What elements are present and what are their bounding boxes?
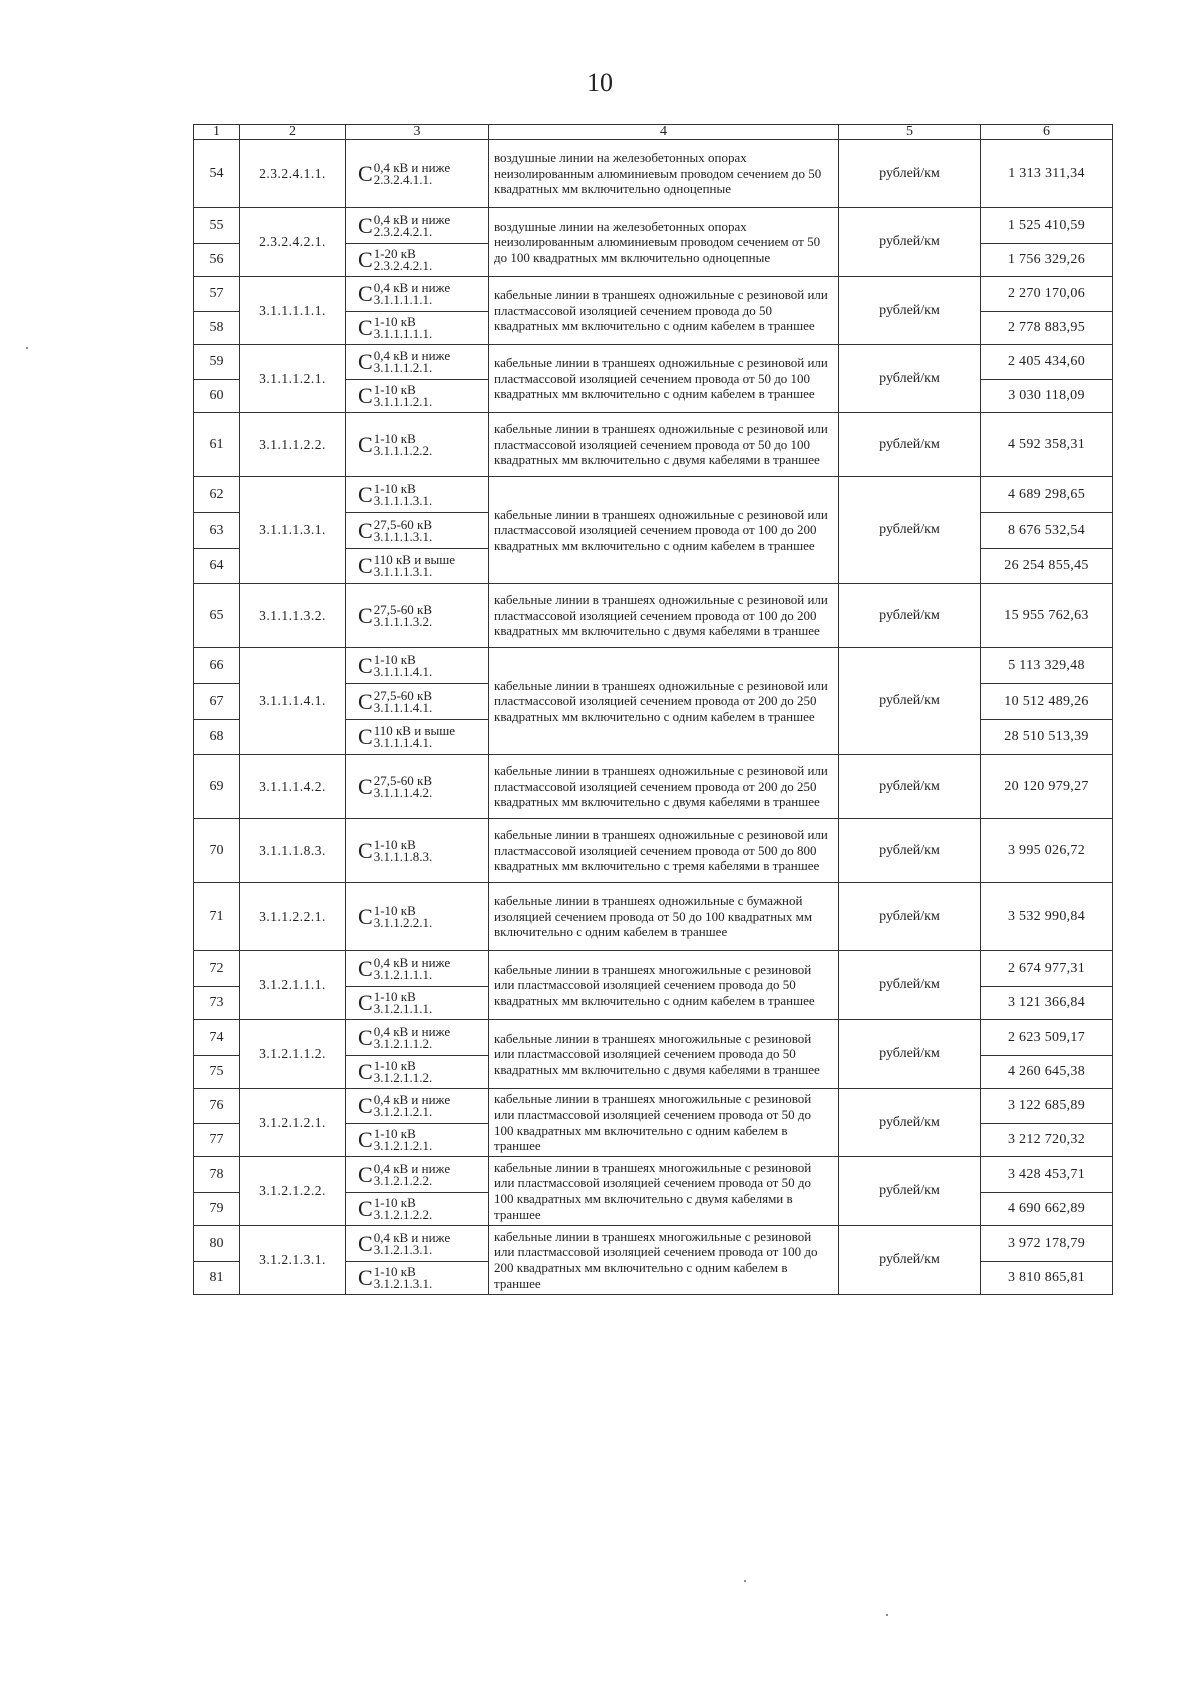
line-description: кабельные линии в траншеях одножильные с резиновой или пластмассовой изоляцией сечением провода от 200 до 250 квадратных мм включительно с двумя кабелями в траншее: [489, 755, 839, 819]
row-number: 60: [194, 380, 240, 413]
row-number: 79: [194, 1193, 240, 1226]
item-code: 3.1.2.1.3.1.: [240, 1226, 346, 1295]
rate-designation: [346, 819, 489, 883]
row-number: 61: [194, 413, 240, 477]
rate-symbol: [358, 1266, 432, 1290]
row-number: 56: [194, 244, 240, 277]
scan-speck: [744, 1580, 746, 1582]
row-number: 81: [194, 1262, 240, 1295]
table-row: [194, 413, 1113, 477]
rate-letter: C: [358, 212, 373, 238]
rate-index: 3.1.1.1.3.1.: [373, 492, 433, 508]
page-number: 10: [587, 68, 613, 97]
rate-index: 3.1.1.1.4.1.: [373, 735, 433, 750]
line-description: кабельные линии в траншеях одножильные с резиновой или пластмассовой изоляцией сечением провода от 50 до 100 квадратных мм включительно с одним кабелем в траншее: [489, 345, 839, 413]
table-row: [194, 208, 1113, 244]
voltage-class: 110 кВ и выше: [373, 552, 456, 567]
item-code: 3.1.1.1.4.2.: [240, 755, 346, 819]
item-code: 3.1.2.1.2.2.: [240, 1157, 346, 1226]
rate-index: 3.1.1.1.4.1.: [373, 699, 433, 715]
row-number: 78: [194, 1157, 240, 1193]
line-description: воздушные линии на железобетонных опорах неизолированным алюминиевым проводом сечением до 50 квадратных мм включительно одноцепные: [489, 140, 839, 208]
table-row: [194, 477, 1113, 513]
rate-letter: C: [358, 837, 373, 863]
rate-index: 3.1.2.1.2.1.: [373, 1138, 433, 1153]
rate-letter: C: [358, 955, 373, 981]
rate-symbol: [358, 687, 433, 715]
voltage-class: 0,4 кВ и ниже: [373, 1092, 451, 1107]
rate-value: 2 270 170,06: [981, 277, 1113, 312]
rate-symbol: [358, 1229, 451, 1257]
rate-value: 3 995 026,72: [981, 819, 1113, 883]
rate-value: 3 428 453,71: [981, 1157, 1113, 1193]
rate-letter: C: [358, 1196, 373, 1221]
voltage-class: 27,5-60 кВ: [373, 516, 433, 532]
rate-letter: C: [358, 431, 373, 457]
rate-symbol: [358, 991, 432, 1015]
rate-letter: C: [358, 1161, 373, 1187]
column-header: 2: [240, 125, 346, 140]
unit: рублей/км: [839, 277, 981, 345]
column-header: 1: [194, 125, 240, 140]
rate-letter: C: [358, 1059, 373, 1084]
unit: рублей/км: [839, 345, 981, 413]
rate-designation: [346, 140, 489, 208]
voltage-class: 1-10 кВ: [373, 430, 416, 446]
voltage-class: 0,4 кВ и ниже: [373, 1023, 451, 1039]
rate-symbol: [358, 480, 433, 508]
voltage-class: 1-10 кВ: [373, 1058, 416, 1073]
item-code: 3.1.1.1.3.2.: [240, 584, 346, 648]
voltage-class: 0,4 кВ и ниже: [373, 348, 451, 363]
rate-index: 3.1.2.1.2.2.: [373, 1172, 433, 1188]
rate-value: 3 532 990,84: [981, 883, 1113, 951]
voltage-class: 0,4 кВ и ниже: [373, 159, 451, 175]
rate-letter: C: [358, 903, 373, 929]
rate-designation: [346, 413, 489, 477]
rate-value: 20 120 979,27: [981, 755, 1113, 819]
line-description: кабельные линии в траншеях многожильные с резиновой или пластмассовой изоляцией сечением провода до 50 квадратных мм включительно с одним кабелем в траншее: [489, 951, 839, 1020]
unit: рублей/км: [839, 413, 981, 477]
rate-symbol: [358, 554, 455, 578]
rate-value: 2 778 883,95: [981, 312, 1113, 345]
voltage-class: 1-20 кВ: [373, 246, 416, 261]
line-description: кабельные линии в траншеях одножильные с бумажной изоляцией сечением провода от 50 до 100 квадратных мм включительно с одним кабелем в траншее: [489, 883, 839, 951]
rate-symbol: [358, 954, 451, 982]
rate-value: 4 592 358,31: [981, 413, 1113, 477]
line-description: кабельные линии в траншеях одножильные с резиновой или пластмассовой изоляцией сечением провода до 50 квадратных мм включительно с одним кабелем в траншее: [489, 277, 839, 345]
rate-index: 3.1.1.1.3.2.: [373, 613, 433, 629]
rate-symbol: [358, 601, 433, 629]
unit: рублей/км: [839, 1157, 981, 1226]
unit: рублей/км: [839, 1226, 981, 1295]
column-header: 6: [981, 125, 1113, 140]
rate-index: 3.1.1.1.2.2.: [373, 442, 433, 458]
rate-designation: [346, 1056, 489, 1089]
rate-index: 2.3.2.4.1.1.: [373, 171, 433, 187]
line-description: кабельные линии в траншеях одножильные с резиновой или пластмассовой изоляцией сечением провода от 100 до 200 квадратных мм включительно с одним кабелем в траншее: [489, 477, 839, 584]
row-number: 62: [194, 477, 240, 513]
voltage-class: 0,4 кВ и ниже: [373, 280, 451, 295]
rate-letter: C: [358, 990, 373, 1015]
voltage-class: 0,4 кВ и ниже: [373, 954, 451, 970]
line-description: кабельные линии в траншеях многожильные с резиновой или пластмассовой изоляцией сечением провода от 50 до 100 квадратных мм включительно с двумя кабелями в траншее: [489, 1157, 839, 1226]
voltage-class: 1-10 кВ: [373, 989, 416, 1004]
rate-letter: C: [358, 652, 373, 678]
rate-designation: [346, 1157, 489, 1193]
unit: рублей/км: [839, 755, 981, 819]
table-row: [194, 1020, 1113, 1056]
rate-index: 3.1.1.1.1.1.: [373, 292, 433, 307]
rate-designation: [346, 755, 489, 819]
rate-designation: [346, 648, 489, 684]
item-code: 2.3.2.4.2.1.: [240, 208, 346, 277]
rate-symbol: [358, 651, 433, 679]
line-description: кабельные линии в траншеях многожильные с резиновой или пластмассовой изоляцией сечением провода от 50 до 100 квадратных мм включительно с одним кабелем в траншее: [489, 1089, 839, 1157]
rate-value: 2 623 509,17: [981, 1020, 1113, 1056]
table-row: [194, 648, 1113, 684]
rate-value: 1 756 329,26: [981, 244, 1113, 277]
rate-value: 3 212 720,32: [981, 1124, 1113, 1157]
rate-value: 3 810 865,81: [981, 1262, 1113, 1295]
rate-symbol: [358, 159, 451, 187]
rate-index: 3.1.2.1.1.2.: [373, 1070, 433, 1085]
rate-value: 10 512 489,26: [981, 684, 1113, 720]
rate-index: 3.1.2.1.1.1.: [373, 1001, 433, 1016]
rates-table: [193, 124, 1113, 1295]
rate-letter: C: [358, 1093, 373, 1118]
rate-designation: [346, 684, 489, 720]
rate-designation: [346, 549, 489, 584]
rate-designation: [346, 1089, 489, 1124]
rate-index: 3.1.1.1.3.1.: [373, 528, 433, 544]
voltage-class: 0,4 кВ и ниже: [373, 211, 451, 227]
row-number: 57: [194, 277, 240, 312]
rate-designation: [346, 244, 489, 277]
rate-symbol: [358, 772, 433, 800]
rate-value: 5 113 329,48: [981, 648, 1113, 684]
rate-index: 3.1.2.1.3.1.: [373, 1276, 433, 1291]
row-number: 54: [194, 140, 240, 208]
row-number: 70: [194, 819, 240, 883]
rate-value: 3 121 366,84: [981, 987, 1113, 1020]
rate-index: 3.1.1.1.8.3.: [373, 848, 433, 864]
rate-index: 2.3.2.4.2.1.: [373, 258, 433, 273]
rate-designation: [346, 380, 489, 413]
rate-designation: [346, 951, 489, 987]
line-description: кабельные линии в траншеях одножильные с резиновой или пластмассовой изоляцией сечением провода от 100 до 200 квадратных мм включительно с двумя кабелями в траншее: [489, 584, 839, 648]
rate-symbol: [358, 384, 432, 408]
rate-designation: [346, 720, 489, 755]
voltage-class: 1-10 кВ: [373, 836, 416, 852]
rate-value: 2 674 977,31: [981, 951, 1113, 987]
rate-letter: C: [358, 1230, 373, 1256]
rate-index: 3.1.1.2.2.1.: [373, 914, 433, 930]
line-description: кабельные линии в траншеях многожильные с резиновой или пластмассовой изоляцией сечением провода от 100 до 200 квадратных мм включительно с одним кабелем в траншее: [489, 1226, 839, 1295]
rate-value: 4 689 298,65: [981, 477, 1113, 513]
line-description: кабельные линии в траншеях многожильные с резиновой или пластмассовой изоляцией сечением провода до 50 квадратных мм включительно с двумя кабелями в траншее: [489, 1020, 839, 1089]
rate-value: 26 254 855,45: [981, 549, 1113, 584]
rate-index: 3.1.1.1.3.1.: [373, 564, 433, 579]
voltage-class: 27,5-60 кВ: [373, 687, 433, 703]
table-row: [194, 883, 1113, 951]
voltage-class: 27,5-60 кВ: [373, 772, 433, 788]
item-code: 3.1.1.1.1.1.: [240, 277, 346, 345]
rate-symbol: [358, 282, 450, 306]
voltage-class: 110 кВ и выше: [373, 723, 456, 738]
rate-letter: C: [358, 773, 373, 799]
item-code: 3.1.2.1.2.1.: [240, 1089, 346, 1157]
voltage-class: 1-10 кВ: [373, 651, 416, 667]
rate-value: 3 122 685,89: [981, 1089, 1113, 1124]
voltage-class: 27,5-60 кВ: [373, 601, 433, 617]
unit: рублей/км: [839, 648, 981, 755]
row-number: 75: [194, 1056, 240, 1089]
table-row: [194, 951, 1113, 987]
rate-index: 3.1.1.1.4.2.: [373, 784, 433, 800]
scan-speck: [886, 1614, 888, 1616]
rate-index: 3.1.2.1.2.1.: [373, 1104, 433, 1119]
rate-value: 3 030 118,09: [981, 380, 1113, 413]
table-row: [194, 140, 1113, 208]
table-row: [194, 755, 1113, 819]
row-number: 74: [194, 1020, 240, 1056]
row-number: 72: [194, 951, 240, 987]
voltage-class: 0,4 кВ и ниже: [373, 1160, 451, 1176]
row-number: 66: [194, 648, 240, 684]
rate-designation: [346, 1193, 489, 1226]
rate-letter: C: [358, 481, 373, 507]
rate-letter: C: [358, 1024, 373, 1050]
voltage-class: 1-10 кВ: [373, 902, 416, 918]
table-row: [194, 345, 1113, 380]
item-code: 3.1.1.1.2.2.: [240, 413, 346, 477]
rate-symbol: [358, 1128, 432, 1152]
row-number: 76: [194, 1089, 240, 1124]
rate-letter: C: [358, 553, 373, 578]
unit: рублей/км: [839, 477, 981, 584]
rate-index: 3.1.1.1.2.1.: [373, 394, 433, 409]
scan-speck: [26, 347, 28, 349]
rate-symbol: [358, 1060, 432, 1084]
table-row: [194, 819, 1113, 883]
row-number: 71: [194, 883, 240, 951]
rate-index: 3.1.1.1.2.1.: [373, 360, 433, 375]
voltage-class: 0,4 кВ и ниже: [373, 1229, 451, 1245]
rate-symbol: [358, 902, 433, 930]
rate-symbol: [358, 248, 432, 272]
rate-designation: [346, 987, 489, 1020]
row-number: 59: [194, 345, 240, 380]
voltage-class: 1-10 кВ: [373, 314, 416, 329]
unit: рублей/км: [839, 951, 981, 1020]
rate-index: 3.1.2.1.2.2.: [373, 1207, 433, 1222]
rate-designation: [346, 883, 489, 951]
rate-symbol: [358, 516, 433, 544]
rate-value: 28 510 513,39: [981, 720, 1113, 755]
voltage-class: 1-10 кВ: [373, 1195, 416, 1210]
rate-letter: C: [358, 383, 373, 408]
row-number: 80: [194, 1226, 240, 1262]
rate-symbol: [358, 316, 432, 340]
rate-letter: C: [358, 688, 373, 714]
rate-designation: [346, 345, 489, 380]
row-number: 67: [194, 684, 240, 720]
unit: рублей/км: [839, 584, 981, 648]
rate-value: 8 676 532,54: [981, 513, 1113, 549]
rate-index: 3.1.2.1.1.2.: [373, 1035, 433, 1051]
item-code: 3.1.1.1.8.3.: [240, 819, 346, 883]
line-description: воздушные линии на железобетонных опорах неизолированным алюминиевым проводом сечением от 50 до 100 квадратных мм включительно одноцепные: [489, 208, 839, 277]
rate-symbol: [358, 836, 433, 864]
item-code: 3.1.1.2.2.1.: [240, 883, 346, 951]
column-header: 3: [346, 125, 489, 140]
row-number: 64: [194, 549, 240, 584]
rate-symbol: [358, 725, 455, 749]
row-number: 58: [194, 312, 240, 345]
column-header: 5: [839, 125, 981, 140]
table-row: [194, 1089, 1113, 1124]
rate-letter: C: [358, 349, 373, 374]
unit: рублей/км: [839, 1020, 981, 1089]
voltage-class: 1-10 кВ: [373, 480, 416, 496]
rate-letter: C: [358, 281, 373, 306]
table-row: [194, 1226, 1113, 1262]
rate-symbol: [358, 1197, 432, 1221]
rate-designation: [346, 1124, 489, 1157]
rate-letter: C: [358, 247, 373, 272]
row-number: 65: [194, 584, 240, 648]
rate-value: 2 405 434,60: [981, 345, 1113, 380]
rate-index: 2.3.2.4.2.1.: [373, 223, 433, 239]
row-number: 68: [194, 720, 240, 755]
item-code: 3.1.1.1.3.1.: [240, 477, 346, 584]
rate-designation: [346, 1226, 489, 1262]
rate-letter: C: [358, 315, 373, 340]
item-code: 2.3.2.4.1.1.: [240, 140, 346, 208]
rate-designation: [346, 1262, 489, 1295]
rate-letter: C: [358, 1127, 373, 1152]
voltage-class: 1-10 кВ: [373, 382, 416, 397]
rate-index: 3.1.1.1.4.1.: [373, 663, 433, 679]
row-number: 77: [194, 1124, 240, 1157]
row-number: 55: [194, 208, 240, 244]
column-header: 4: [489, 125, 839, 140]
line-description: кабельные линии в траншеях одножильные с резиновой или пластмассовой изоляцией сечением провода от 200 до 250 квадратных мм включительно с одним кабелем в траншее: [489, 648, 839, 755]
rate-value: 3 972 178,79: [981, 1226, 1113, 1262]
table-row: [194, 277, 1113, 312]
item-code: 3.1.2.1.1.1.: [240, 951, 346, 1020]
rate-value: 15 955 762,63: [981, 584, 1113, 648]
rate-designation: [346, 208, 489, 244]
rate-value: 4 690 662,89: [981, 1193, 1113, 1226]
unit: рублей/км: [839, 883, 981, 951]
voltage-class: 1-10 кВ: [373, 1264, 416, 1279]
rate-letter: C: [358, 724, 373, 749]
item-code: 3.1.1.1.2.1.: [240, 345, 346, 413]
row-number: 63: [194, 513, 240, 549]
rate-symbol: [358, 1023, 451, 1051]
rate-symbol: [358, 211, 451, 239]
table-row: [194, 1157, 1113, 1193]
line-description: кабельные линии в траншеях одножильные с резиновой или пластмассовой изоляцией сечением провода от 50 до 100 квадратных мм включительно с двумя кабелями в траншее: [489, 413, 839, 477]
item-code: 3.1.1.1.4.1.: [240, 648, 346, 755]
unit: рублей/км: [839, 1089, 981, 1157]
row-number: 73: [194, 987, 240, 1020]
rate-symbol: [358, 430, 433, 458]
rate-designation: [346, 584, 489, 648]
rate-value: 1 525 410,59: [981, 208, 1113, 244]
rate-index: 3.1.1.1.1.1.: [373, 326, 433, 341]
rate-value: 1 313 311,34: [981, 140, 1113, 208]
rate-symbol: [358, 1160, 451, 1188]
table-row: [194, 584, 1113, 648]
rate-designation: [346, 277, 489, 312]
rate-value: 4 260 645,38: [981, 1056, 1113, 1089]
rate-symbol: [358, 350, 450, 374]
rate-designation: [346, 513, 489, 549]
item-code: 3.1.2.1.1.2.: [240, 1020, 346, 1089]
rate-letter: C: [358, 602, 373, 628]
rate-designation: [346, 477, 489, 513]
rate-letter: C: [358, 1265, 373, 1290]
rate-designation: [346, 312, 489, 345]
row-number: 69: [194, 755, 240, 819]
rate-index: 3.1.2.1.1.1.: [373, 966, 433, 982]
rate-symbol: [358, 1094, 450, 1118]
unit: рублей/км: [839, 140, 981, 208]
header-row: [194, 125, 1113, 140]
unit: рублей/км: [839, 208, 981, 277]
rate-index: 3.1.2.1.3.1.: [373, 1241, 433, 1257]
unit: рублей/км: [839, 819, 981, 883]
voltage-class: 1-10 кВ: [373, 1126, 416, 1141]
rate-letter: C: [358, 517, 373, 543]
line-description: кабельные линии в траншеях одножильные с резиновой или пластмассовой изоляцией сечением провода от 500 до 800 квадратных мм включительно с тремя кабелями в траншее: [489, 819, 839, 883]
rate-designation: [346, 1020, 489, 1056]
rate-letter: C: [358, 160, 373, 186]
